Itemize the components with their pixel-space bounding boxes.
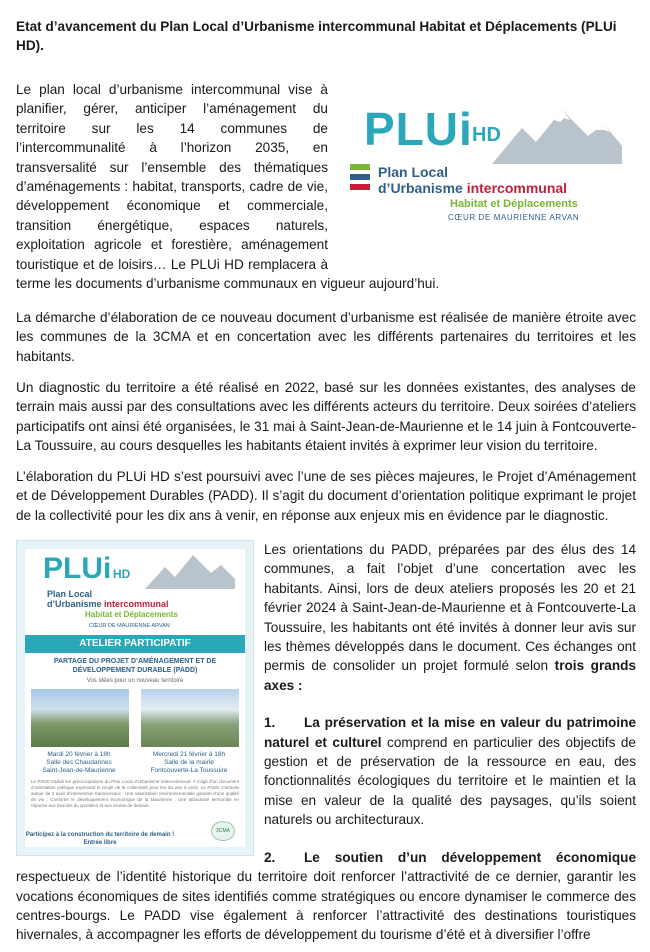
- poster-event-2: Mercredi 21 février à 18h Salle de la mairie Fontcouverte-La Toussuire: [150, 751, 228, 774]
- axis-item-2: [16, 848, 636, 945]
- poster-line-2: [47, 599, 169, 609]
- poster-line-4: CŒUR DE MAURIENNE ARVAN: [89, 623, 170, 629]
- poster-subtitle: PARTAGE DU PROJET D’AMÉNAGEMENT ET DE DÉVELOPPEMENT DURABLE (PADD): [53, 658, 217, 674]
- poster-line-3: Habitat et Déplacements: [85, 610, 178, 619]
- atelier-poster-image: [16, 540, 254, 856]
- paragraph-demarche: La démarche d’élaboration de ce nouveau document d’urbanisme est réalisée de manière étroite avec les communes de la 3CMA et en concertation avec les différents partenaires du territoires et les habitants.: [16, 310, 636, 364]
- axis-2-title: Le soutien d’un développement économique: [304, 849, 636, 865]
- orientations-text: Les orientations du PADD, préparées par des élus des 14 communes, a fait l’objet d’une concertation avec les habitants. Ainsi, lors de deux ateliers proposés les 20 et 21 février 2024 à Saint-Jean-de-Maurienne et à Fontcouverte-La Toussuire, les habitants ont été invités à donner leur avis sur les thèmes développés dans le document. Ces échanges ont permis de consolider un projet formulé selon: [264, 542, 636, 674]
- poster-description: Le PADD traduit les préoccupations du Plan Local d’Urbanisme intercommunal. Il s’agit d’un document d’orientation politique exprimant le projet de la collectivité pour les dix ans à venir. Le PADD s’articule autour de 3 axes d’intervention transversaux : Une valorisation environnementale garante d’une qualité de vie ; Conforter le développement économique de la Maurienne ; Une attractivité territoriale en réponse aux besoins du quotidien et aux envies de demain.: [31, 779, 239, 808]
- poster-banner: ATELIER PARTICIPATIF: [25, 635, 245, 653]
- logo-bars-icon: [350, 164, 374, 200]
- axis-2-number: 2.: [264, 849, 276, 865]
- logo-line-3: Habitat et Déplacements: [450, 198, 578, 210]
- poster-hd-text: HD: [113, 567, 131, 581]
- poster-entry: Participez à la construction du territoire de demain ! Entrée libre: [25, 832, 175, 846]
- logo-line-2: [378, 180, 567, 196]
- poster-line-2b: intercommunal: [104, 599, 169, 609]
- logo-line-2a: d’Urbanisme: [378, 180, 467, 196]
- poster-photo-fontcouverte: [141, 689, 239, 747]
- poster-line-1: Plan Local: [47, 589, 93, 599]
- poster-line-2a: d’Urbanisme: [47, 599, 105, 609]
- orientations-bold: trois grands axes :: [264, 658, 636, 693]
- logo-hd-text: HD: [472, 124, 501, 146]
- intro-paragraph: [16, 80, 636, 293]
- paragraph-padd: L’élaboration du PLUi HD s’est poursuivi avec l’une de ses pièces majeures, le Projet d’Aménagement et de Développement Durables (PADD). Il s’agit du document d’orientation politique exprimant le projet de la collectivité pour les dix ans à venir, en réponse aux enjeux mis en évidence par le diagnostic.: [16, 469, 636, 523]
- axis-1-number: 1.: [264, 715, 276, 731]
- logo-line-4: CŒUR DE MAURIENNE ARVAN: [448, 213, 580, 222]
- poster-3cma-badge: 3CMA: [211, 821, 235, 841]
- poster-mountain-icon: [145, 553, 235, 591]
- logo-line-2b: intercommunal: [466, 180, 568, 196]
- poster-event-1: Mardi 20 février à 18h Salle des Chaudannes Saint-Jean-de-Maurienne: [42, 751, 116, 774]
- page-title: Etat d’avancement du Plan Local d’Urbanisme intercommunal Habitat et Déplacements (PLUi HD).: [16, 19, 617, 54]
- axis-2-text: respectueux de l’identité historique du territoire doit renforcer l’attractivité de ce dernier, garantir les vocations économiques de sites identifiés comme stratégiques ou encore dynamiser le commerce des centres-bourgs. Le PADD vise également à renforcer l’attractivité des destinations touristiques hivernales, à accompagner les efforts de développement du tourisme d’été et à diversifier l’offre: [16, 869, 636, 943]
- axis-1-title: La préservation et la mise en valeur du patrimoine naturel et culturel: [264, 715, 636, 750]
- intro-text: Le plan local d’urbanisme intercommunal vise à planifier, gérer, anticiper l’aménagement du territoire sur les 14 communes de l’intercommunalité à l’horizon 2035, en transversalité sur l’ensemble des thématiques d’aménagements : habitat, transports, cadre de vie, développement économique et commerciale, transition énergétique, espaces naturels, exploitation agricole et forestière, aménagement touristique et de loisirs… Le PLUi HD remplacera à terme les documents d’urbanisme communaux en vigueur aujourd’hui.: [16, 82, 440, 292]
- poster-tagline: Vos idées pour un nouveau territoire: [86, 678, 184, 684]
- mountain-icon: [492, 106, 622, 166]
- paragraph-diagnostic: Un diagnostic du territoire a été réalisé en 2022, basé sur les données existantes, des analyses de terrain mais aussi par des consultations avec les différents acteurs du territoire. Deux soirées d’ateliers participatifs ont ainsi été organisées, le 31 mai à Saint-Jean-de-Maurienne et le 14 juin à Fontcouverte-La Toussuire, au cours desquelles les habitants étaient invités à exprimer leur vision du territoire.: [16, 380, 636, 454]
- logo-plu-text: PLUi: [364, 103, 473, 155]
- axis-1-text: comprend en particulier des objectifs de gestion et de préservation de la ressource en eau, des fonctionnalités écologiques du territoire et le maintien et la mise en valeur de la qualité des paysages, qu’ils soient naturels ou architecturaux.: [264, 734, 636, 828]
- poster-content: [25, 549, 245, 847]
- poster-photo-saint-jean: [31, 689, 129, 747]
- logo-line-1: Plan Local: [378, 164, 449, 180]
- plui-hd-logo: [342, 98, 632, 258]
- poster-plu-text: PLUi: [43, 552, 112, 585]
- paragraph-orientations: [16, 540, 636, 945]
